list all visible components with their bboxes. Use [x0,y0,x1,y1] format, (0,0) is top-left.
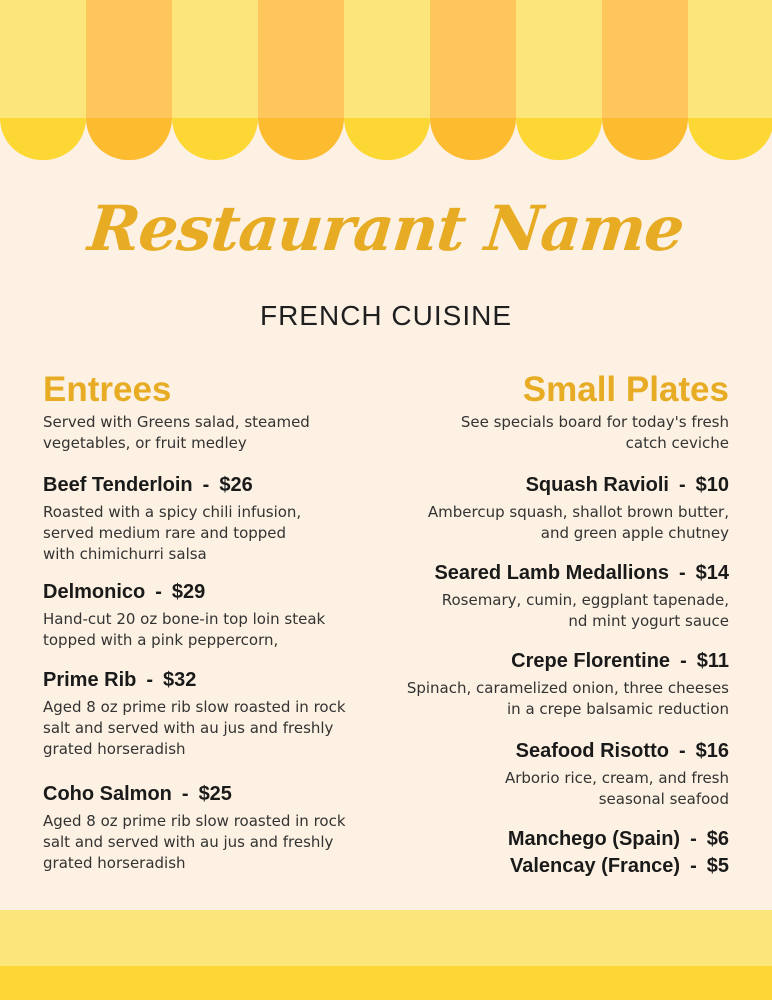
price-separator: - [690,828,697,850]
item-name: Coho Salmon [43,783,172,805]
awning-stripe [0,0,86,160]
footer-band [0,910,772,966]
menu-item [43,667,373,760]
entrees-section [43,368,373,872]
awning-stripe [430,0,516,160]
small-plates-title: Small Plates [522,370,729,409]
menu-item [399,826,729,852]
price-separator: - [678,562,686,584]
item-price: $32 [163,669,197,691]
price-separator: - [146,669,154,691]
awning-stripe [602,0,688,160]
item-price: $5 [706,855,729,877]
entrees-title: Entrees [43,370,172,409]
awning-stripe [344,0,430,160]
awning-stripe [258,0,344,160]
item-description: Hand-cut 20 oz bone-in top loin steak topped with a pink peppercorn, [43,610,326,649]
item-price: $14 [695,562,729,584]
item-description: Ambercup squash, shallot brown butter, and green apple chutney [427,503,729,542]
price-separator: - [680,650,687,672]
menu-item [399,472,729,544]
item-name: Beef Tenderloin [43,474,193,496]
cuisine-subtitle: FRENCH CUISINE [259,300,512,331]
price-separator: - [155,581,162,603]
item-description: Roasted with a spicy chili infusion, served medium rare and topped with chimichurri salsa [43,503,302,563]
item-name: Squash Ravioli [525,474,669,496]
item-name: Crepe Florentine [511,650,671,672]
item-price: $10 [695,474,729,496]
menu-item [43,781,373,874]
footer-band [0,966,772,1000]
item-name: Seared Lamb Medallions [434,562,669,584]
price-separator: - [202,474,210,496]
item-name: Manchego (Spain) [507,828,681,850]
awning-stripe [688,0,772,160]
item-price: $6 [706,828,729,850]
small-plates-description: See specials board for today's fresh catch ceviche [460,413,729,452]
awning-stripe [516,0,602,160]
menu-item [399,853,729,879]
menu-item [399,560,729,632]
price-separator: - [678,740,686,762]
item-description: Arborio rice, cream, and fresh seasonal seafood [504,769,729,808]
item-price: $25 [198,783,232,805]
awning-stripe [86,0,172,160]
price-separator: - [678,474,686,496]
item-name: Seafood Risotto [515,740,669,762]
menu-item [43,579,373,651]
item-price: $29 [171,581,206,603]
item-price: $26 [219,474,253,496]
restaurant-name: Restaurant Name [84,192,688,265]
item-price: $11 [696,650,729,672]
entrees-description: Served with Greens salad, steamed vegetables, or fruit medley [43,413,310,452]
item-price: $16 [695,740,729,762]
menu-item [399,648,729,720]
awning-decoration [0,0,772,162]
menu-item [43,472,333,565]
item-name: Valencay (France) [509,855,681,877]
price-separator: - [690,855,697,877]
item-description: Rosemary, cumin, eggplant tapenade, nd mint yogurt sauce [441,591,729,630]
item-description: Aged 8 oz prime rib slow roasted in rock salt and served with au jus and freshly grated horseradish [43,698,346,758]
awning-stripe [172,0,258,160]
item-name: Prime Rib [43,669,137,691]
small-plates-section [399,368,729,877]
price-separator: - [181,783,189,805]
item-name: Delmonico [43,581,146,603]
item-description: Aged 8 oz prime rib slow roasted in rock salt and served with au jus and freshly grated horseradish [43,812,346,872]
menu-item [399,738,729,810]
item-description: Spinach, caramelized onion, three cheeses in a crepe balsamic reduction [406,679,729,718]
